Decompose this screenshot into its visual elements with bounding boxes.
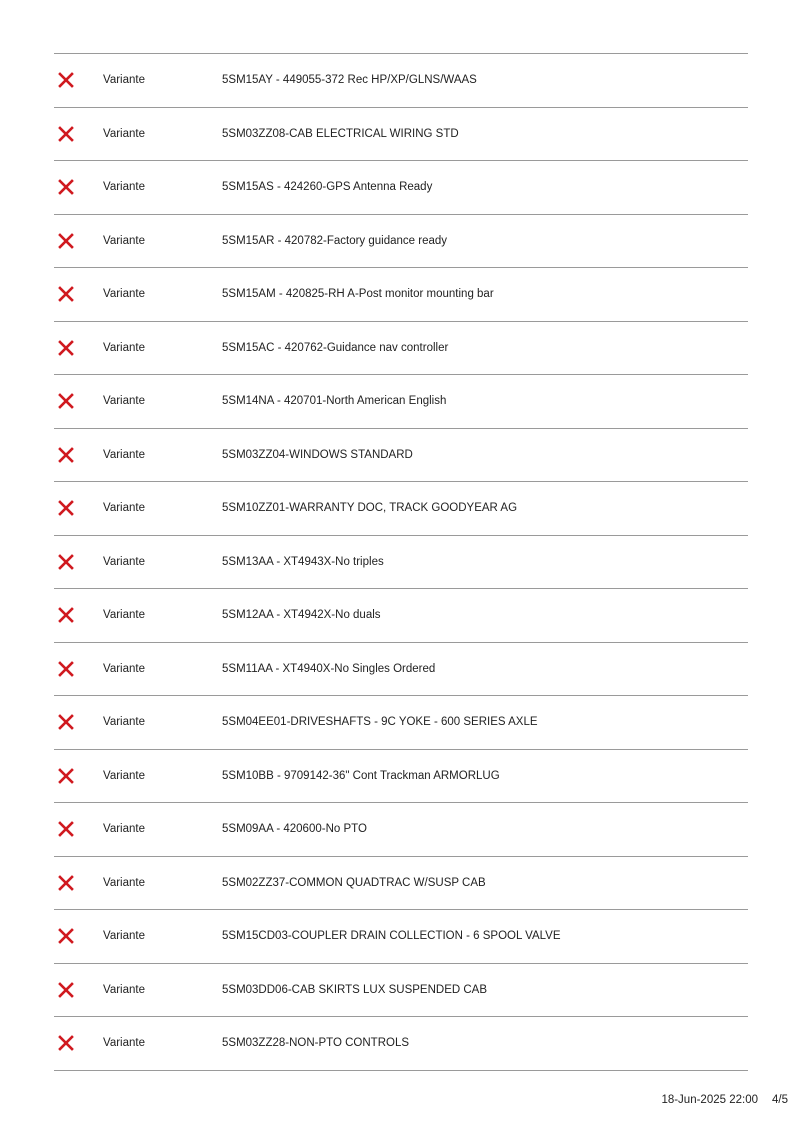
row-type: Variante (103, 716, 145, 729)
table-row (54, 161, 748, 215)
cross-icon (58, 554, 74, 570)
row-description: 5SM15AR - 420782-Factory guidance ready (222, 234, 448, 247)
row-type: Variante (103, 1037, 145, 1050)
row-type: Variante (103, 983, 145, 996)
cross-icon (58, 875, 74, 891)
row-description: 5SM15AS - 424260-GPS Antenna Ready (222, 181, 433, 194)
table-row (54, 589, 748, 643)
table-row (54, 322, 748, 376)
row-description: 5SM03ZZ28-NON-PTO CONTROLS (222, 1037, 410, 1050)
row-description: 5SM13AA - XT4943X-No triples (222, 555, 384, 568)
row-description: 5SM15AY - 449055-372 Rec HP/XP/GLNS/WAAS (222, 74, 477, 87)
row-type: Variante (103, 395, 145, 408)
table-row (54, 857, 748, 911)
cross-icon (58, 821, 74, 837)
row-type: Variante (103, 74, 145, 87)
row-description: 5SM09AA - 420600-No PTO (222, 823, 367, 836)
variant-table (54, 53, 748, 1071)
cross-icon (58, 714, 74, 730)
table-row (54, 215, 748, 269)
cross-icon (58, 72, 74, 88)
cross-icon (58, 126, 74, 142)
row-type: Variante (103, 930, 145, 943)
row-type: Variante (103, 181, 145, 194)
print-timestamp: 18-Jun-2025 22:00 (661, 1094, 758, 1106)
row-type: Variante (103, 609, 145, 622)
row-description: 5SM03DD06-CAB SKIRTS LUX SUSPENDED CAB (222, 983, 488, 996)
page-number: 4/5 (772, 1094, 788, 1106)
row-type: Variante (103, 341, 145, 354)
row-type: Variante (103, 662, 145, 675)
cross-icon (58, 768, 74, 784)
row-type: Variante (103, 127, 145, 140)
row-type: Variante (103, 502, 145, 515)
cross-icon (58, 661, 74, 677)
table-row (54, 108, 748, 162)
table-row (54, 910, 748, 964)
row-description: 5SM03ZZ08-CAB ELECTRICAL WIRING STD (222, 127, 459, 140)
row-description: 5SM15CD03-COUPLER DRAIN COLLECTION - 6 SPOOL VALVE (222, 930, 561, 943)
cross-icon (58, 233, 74, 249)
row-type: Variante (103, 288, 145, 301)
row-description: 5SM10BB - 9709142-36" Cont Trackman ARMORLUG (222, 769, 500, 782)
cross-icon (58, 447, 74, 463)
cross-icon (58, 500, 74, 516)
row-description: 5SM11AA - XT4940X-No Singles Ordered (222, 662, 436, 675)
row-description: 5SM15AM - 420825-RH A-Post monitor mounting bar (222, 288, 494, 301)
cross-icon (58, 393, 74, 409)
table-row (54, 482, 748, 536)
cross-icon (58, 982, 74, 998)
cross-icon (58, 179, 74, 195)
row-type: Variante (103, 823, 145, 836)
table-row (54, 536, 748, 590)
table-row (54, 429, 748, 483)
cross-icon (58, 286, 74, 302)
table-row (54, 1017, 748, 1071)
table-row (54, 54, 748, 108)
row-description: 5SM02ZZ37-COMMON QUADTRAC W/SUSP CAB (222, 876, 486, 889)
row-type: Variante (103, 448, 145, 461)
row-description: 5SM03ZZ04-WINDOWS STANDARD (222, 448, 413, 461)
table-row (54, 750, 748, 804)
table-row (54, 268, 748, 322)
table-row (54, 964, 748, 1018)
row-type: Variante (103, 234, 145, 247)
row-description: 5SM10ZZ01-WARRANTY DOC, TRACK GOODYEAR AG (222, 502, 518, 515)
row-description: 5SM14NA - 420701-North American English (222, 395, 447, 408)
row-description: 5SM12AA - XT4942X-No duals (222, 609, 381, 622)
table-row (54, 643, 748, 697)
table-row (54, 696, 748, 750)
table-row (54, 375, 748, 429)
row-description: 5SM04EE01-DRIVESHAFTS - 9C YOKE - 600 SERIES AXLE (222, 716, 538, 729)
cross-icon (58, 607, 74, 623)
row-type: Variante (103, 876, 145, 889)
row-description: 5SM15AC - 420762-Guidance nav controller (222, 341, 449, 354)
cross-icon (58, 340, 74, 356)
cross-icon (58, 928, 74, 944)
row-type: Variante (103, 769, 145, 782)
row-type: Variante (103, 555, 145, 568)
cross-icon (58, 1035, 74, 1051)
table-row (54, 803, 748, 857)
page-footer (661, 1094, 788, 1106)
